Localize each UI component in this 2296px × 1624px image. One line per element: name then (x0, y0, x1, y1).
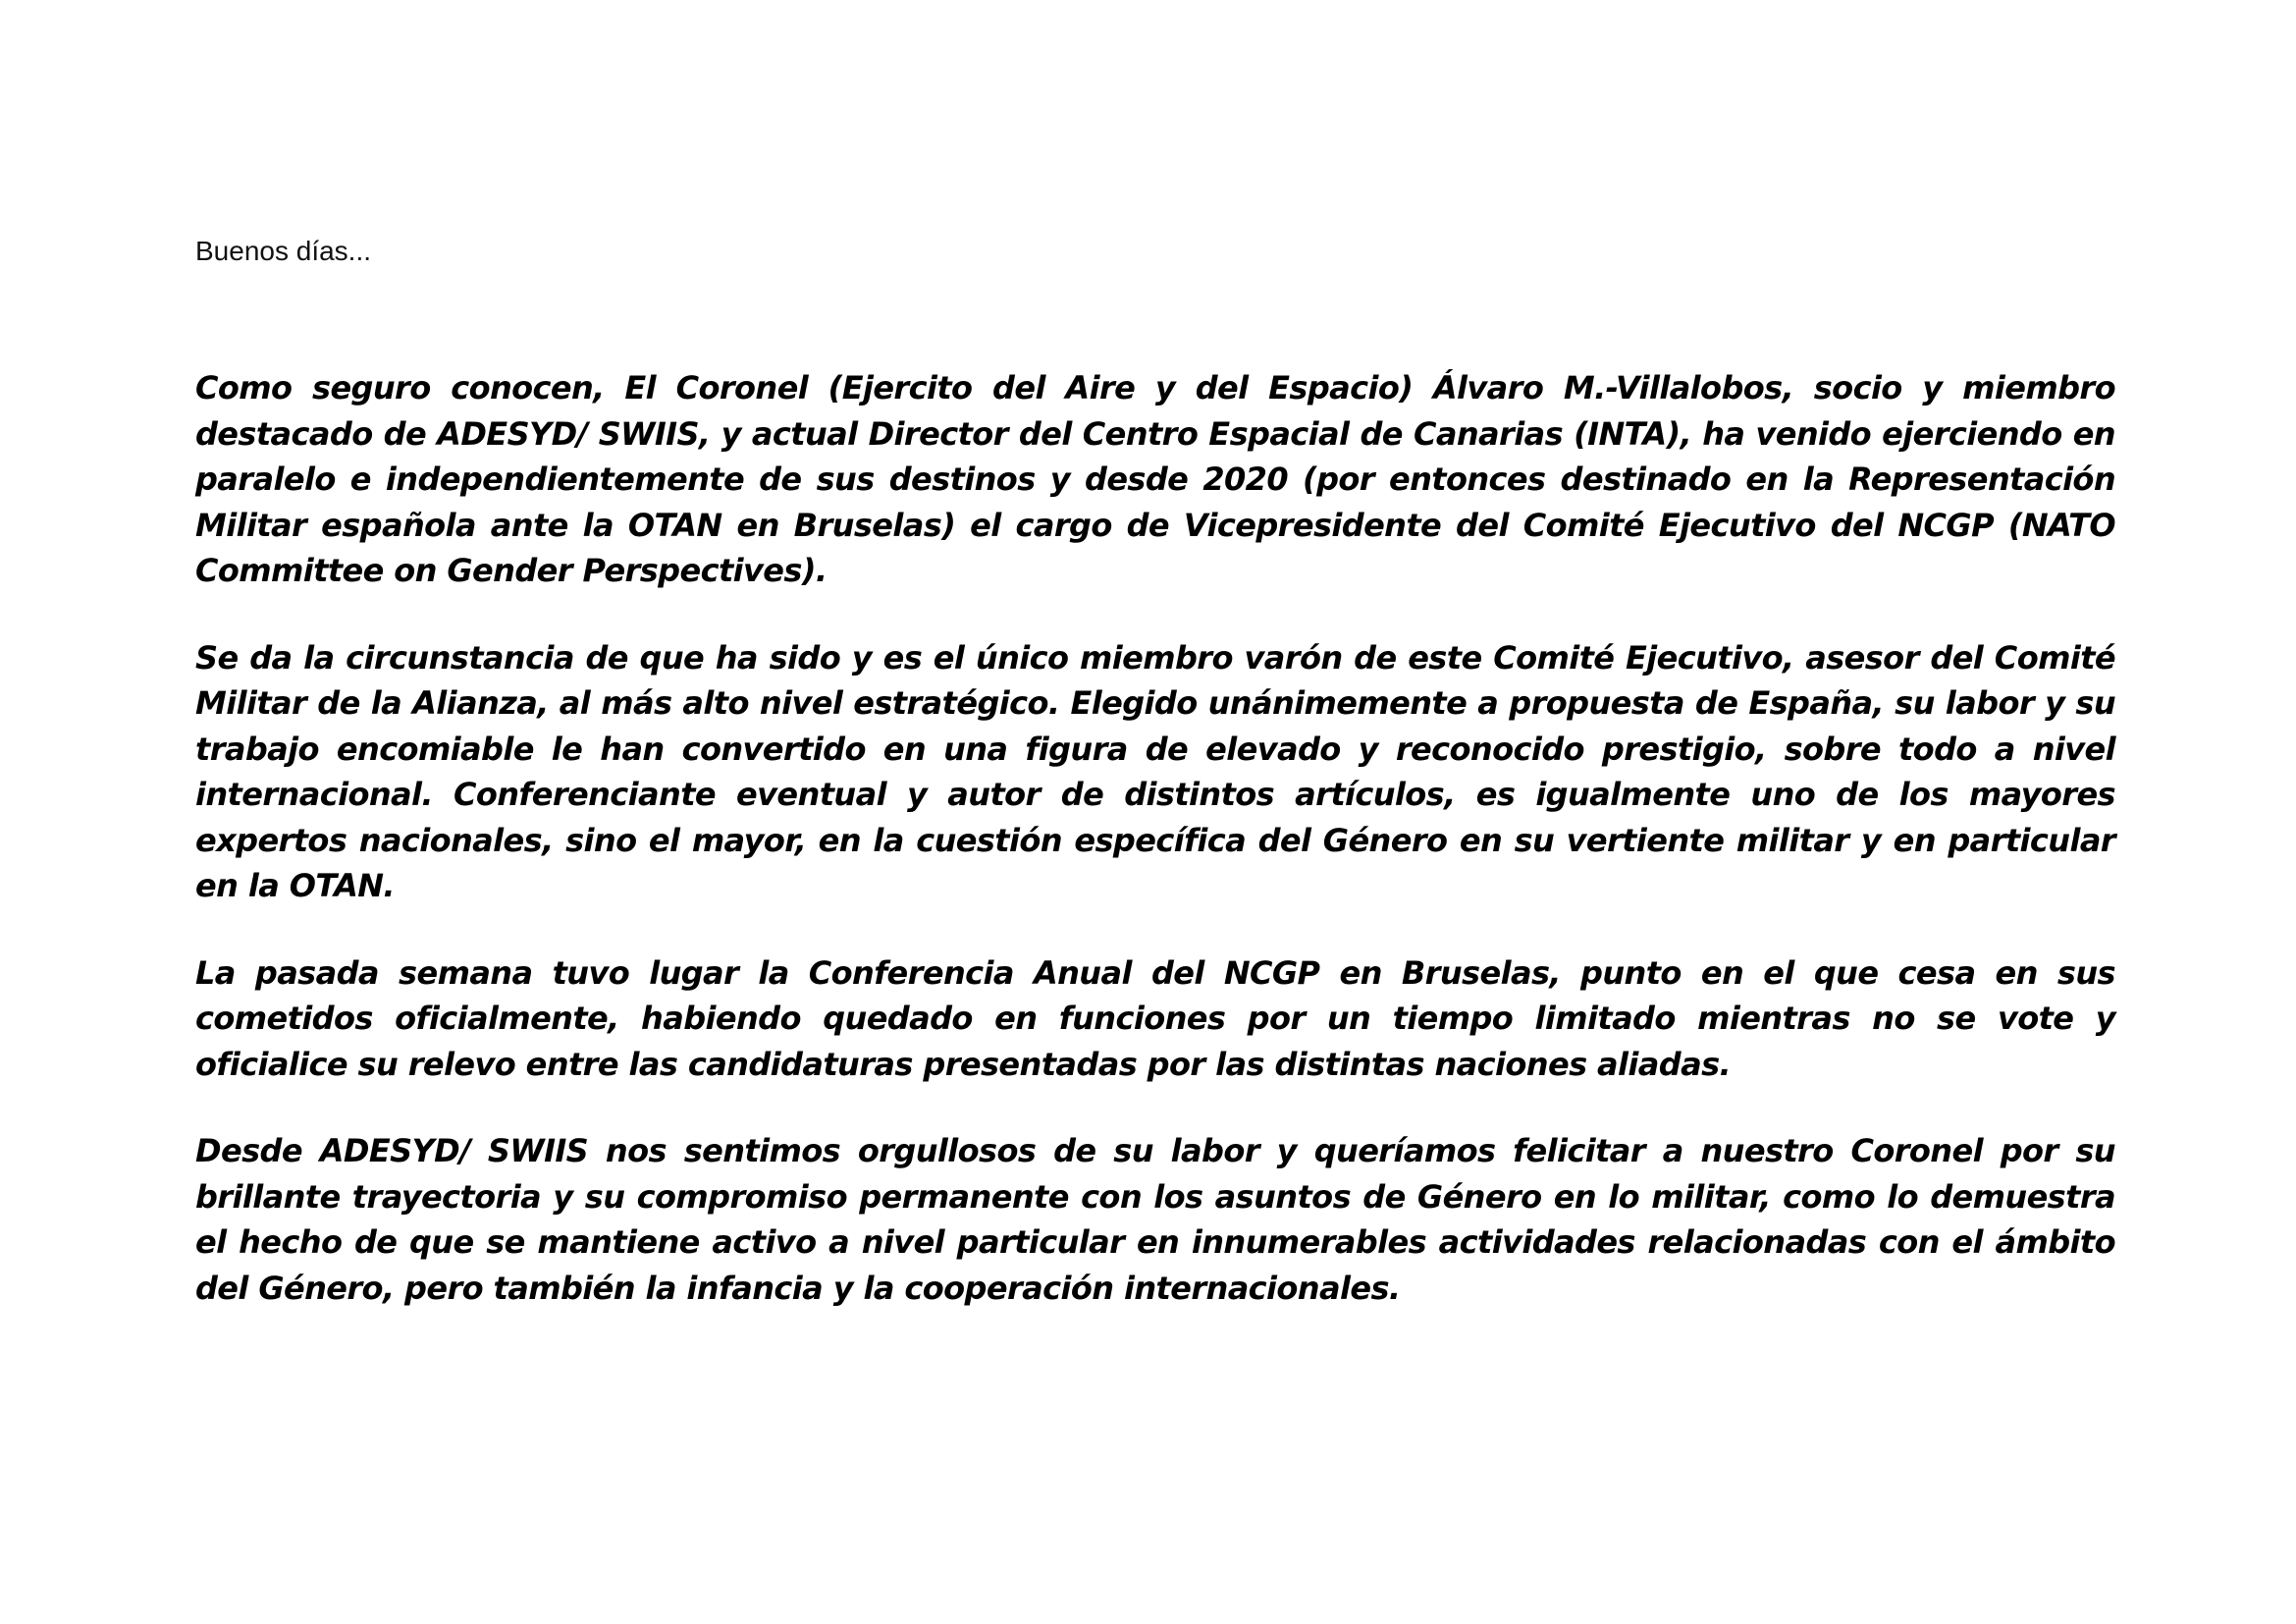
paragraph-committee: Se da la circunstancia de que ha sido y es el único miembro varón de este Comité Ejecutivo, asesor del Comité Militar de la Alianza, al más alto nivel estratégico. Elegido unánimemente a propuesta de España, su labor y su trabajo encomiable le han convertido en una figura de elevado y reconocido prestigio, sobre todo a nivel internacional. Conferenciante eventual y autor de distintos artículos, es igualmente uno de los mayores expertos nacionales, sino el mayor, en la cuestión específica del Género en su vertiente militar y en particular en la OTAN. (195, 638, 2115, 904)
greeting-text: Buenos días... (195, 236, 372, 266)
paragraph-congratulations: Desde ADESYD/ SWIIS nos sentimos orgullosos de su labor y queríamos felicitar a nuestro Coronel por su brillante trayectoria y su compromiso permanente con los asuntos de Género en lo militar, como lo demuestra el hecho de que se mantiene activo a nivel particular en innumerables actividades relacionadas con el ámbito del Género, pero también la infancia y la cooperación internacionales. (195, 1132, 2115, 1307)
document-body (195, 365, 2115, 1352)
paragraph-conference: La pasada semana tuvo lugar la Conferencia Anual del NCGP en Bruselas, punto en el que cesa en sus cometidos oficialmente, habiendo quedado en funciones por un tiempo limitado mientras no se vote y oficialice su relevo entre las candidaturas presentadas por las distintas naciones aliadas. (195, 953, 2115, 1083)
paragraph-intro: Como seguro conocen, El Coronel (Ejercito del Aire y del Espacio) Álvaro M.-Villalobos, socio y miembro destacado de ADESYD/ SWIIS, y actual Director del Centro Espacial de Canarias (INTA), ha venido ejerciendo en paralelo e independientemente de sus destinos y desde 2020 (por entonces destinado en la Representación Militar española ante la OTAN en Bruselas) el cargo de Vicepresidente del Comité Ejecutivo del NCGP (NATO Committee on Gender Perspectives). (195, 369, 2115, 589)
